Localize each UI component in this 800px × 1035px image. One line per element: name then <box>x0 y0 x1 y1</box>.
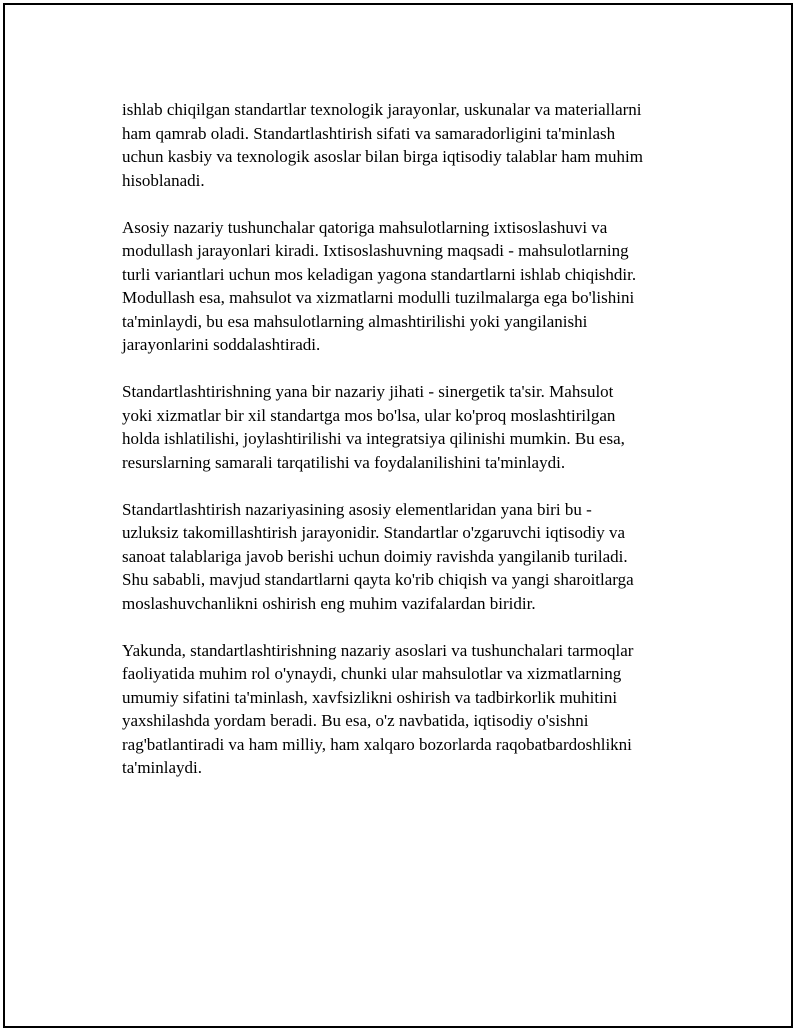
text-line: resurslarning samarali tarqatilishi va foydalanilishini ta'minlaydi. <box>122 452 566 472</box>
text-line: holda ishlatilishi, joylashtirilishi va integratsiya qilinishi mumkin. Bu esa, <box>122 429 625 448</box>
text-line: Yakunda, standartlashtirishning nazariy asoslari va tushunchalari tarmoqlar <box>122 640 634 660</box>
text-line: sanoat talablariga javob berishi uchun doimiy ravishda yangilanib turiladi. <box>122 546 628 566</box>
text-line: Shu sababli, mavjud standartlarni qayta ko'rib chiqish va yangi sharoitlarga <box>122 570 634 589</box>
text-line: jarayonlarini soddalashtiradi. <box>122 335 321 354</box>
text-line: modullash jarayonlari kiradi. Ixtisoslashuvning maqsadi - mahsulotlarning <box>122 241 629 260</box>
text-line: uchun kasbiy va texnologik asoslar bilan birga iqtisodiy talablar ham muhim <box>122 147 643 166</box>
text-line: Modullash esa, mahsulot va xizmatlarni modulli tuzilmalarga ega bo'lishini <box>122 288 635 307</box>
text-line: Standartlashtirish nazariyasining asosiy elementlaridan yana biri bu - <box>122 499 592 519</box>
text-line: rag'batlantiradi va ham milliy, ham xalqaro bozorlarda raqobatbardoshlikni <box>122 734 632 754</box>
text-line: moslashuvchanlikni oshirish eng muhim vazifalardan biridir. <box>122 593 536 613</box>
text-line: Standartlashtirishning yana bir nazariy jihati - sinergetik ta'sir. Mahsulot <box>122 382 614 401</box>
text-line: ta'minlaydi, bu esa mahsulotlarning almashtirilishi yoki yangilanishi <box>122 311 588 331</box>
paragraph-4 <box>122 498 702 616</box>
text-line: ishlab chiqilgan standartlar texnologik jarayonlar, uskunalar va materiallarni <box>122 100 642 119</box>
paragraph-1 <box>122 98 702 192</box>
text-line: umumiy sifatini ta'minlash, xavfsizlikni oshirish va tadbirkorlik muhitini <box>122 687 618 707</box>
text-line: faoliyatida muhim rol o'ynaydi, chunki ular mahsulotlar va xizmatlarning <box>122 664 622 683</box>
page-frame <box>3 3 793 1028</box>
text-line: turli variantlari uchun mos keladigan yagona standartlarni ishlab chiqishdir. <box>122 264 637 284</box>
text-line: uzluksiz takomillashtirish jarayonidir. Standartlar o'zgaruvchi iqtisodiy va <box>122 523 626 542</box>
document-body <box>122 98 702 803</box>
text-line: yaxshilashda yordam beradi. Bu esa, o'z navbatida, iqtisodiy o'sishni <box>122 711 589 730</box>
text-line: Asosiy nazariy tushunchalar qatoriga mahsulotlarning ixtisoslashuvi va <box>122 217 608 237</box>
paragraph-3 <box>122 380 702 474</box>
text-line: hisoblanadi. <box>122 170 205 190</box>
text-line: ta'minlaydi. <box>122 758 203 777</box>
text-line: ham qamrab oladi. Standartlashtirish sifati va samaradorligini ta'minlash <box>122 123 616 143</box>
text-line: yoki xizmatlar bir xil standartga mos bo'lsa, ular ko'proq moslashtirilgan <box>122 405 616 425</box>
paragraph-2 <box>122 216 702 357</box>
paragraph-5 <box>122 639 702 780</box>
